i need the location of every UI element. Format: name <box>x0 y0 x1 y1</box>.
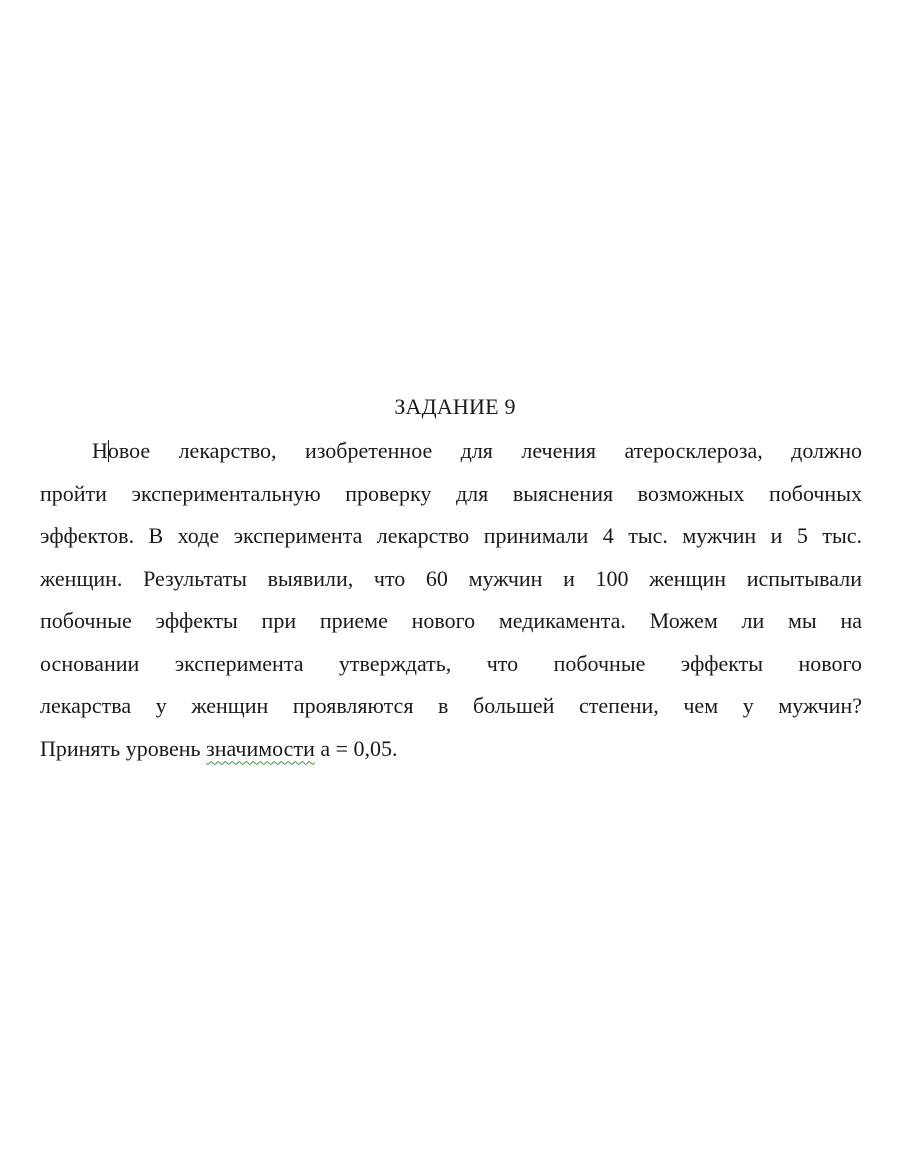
first-letter: Н <box>92 438 108 463</box>
paragraph-line-5: побочные эффекты при приеме нового медикамента. Можем ли мы на <box>40 608 862 633</box>
paragraph-line-7: лекарства у женщин проявляются в большей степени, чем у мужчин? <box>40 693 862 718</box>
task-paragraph[interactable] <box>40 430 862 770</box>
spellcheck-word[interactable]: значимости <box>206 735 315 761</box>
last-line-after: а = 0,05. <box>314 735 398 761</box>
paragraph-line-2: пройти экспериментальную проверку для выяснения возможных побочных <box>40 480 862 506</box>
first-line-rest: овое лекарство, изобретенное для лечения атеросклероза, должно <box>107 438 862 463</box>
paragraph-line-8 <box>40 728 862 771</box>
task-title: ЗАДАНИЕ 9 <box>394 394 516 419</box>
paragraph-line-6: основании эксперимента утверждать, что побочные эффекты нового <box>40 650 862 676</box>
paragraph-line-3: эффектов. В ходе эксперимента лекарство принимали 4 тыс. мужчин и 5 тыс. <box>40 523 862 548</box>
paragraph-line-1 <box>40 430 862 473</box>
last-line-before: Принять уровень <box>40 735 207 761</box>
paragraph-line-4: женщин. Результаты выявили, что 60 мужчин и 100 женщин испытывали <box>40 565 862 591</box>
